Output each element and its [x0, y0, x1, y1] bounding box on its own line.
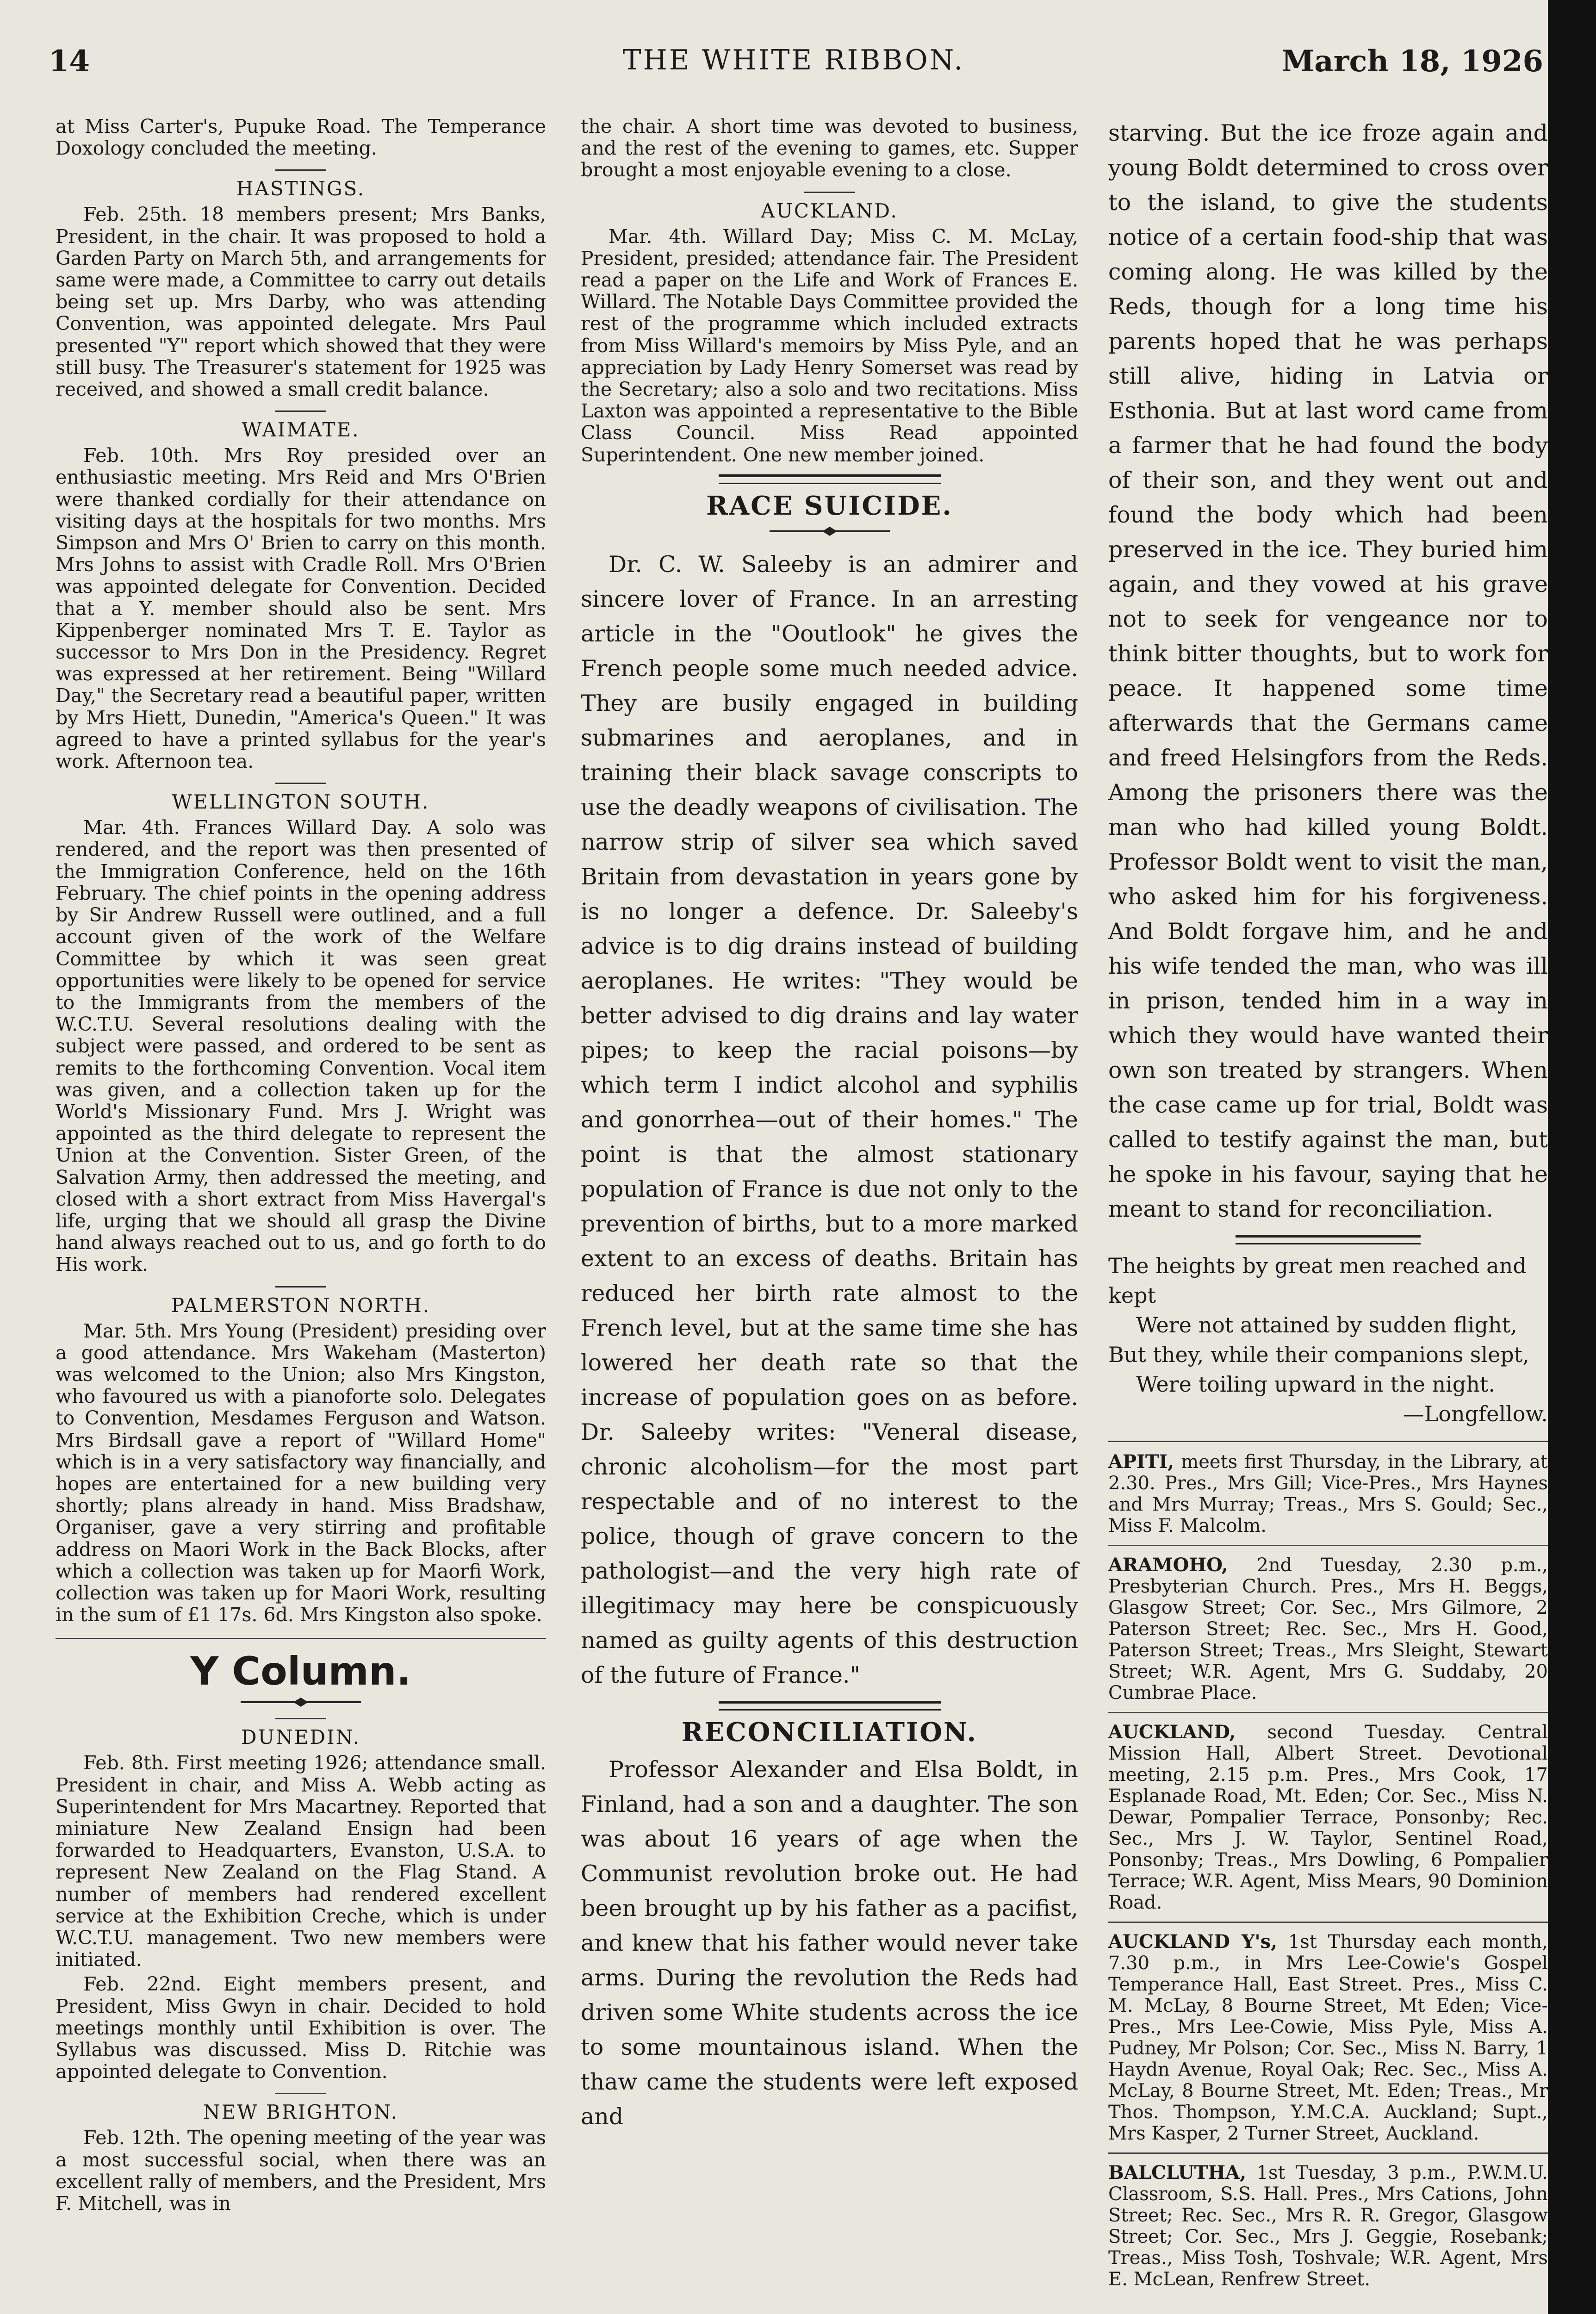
heavy-rule — [1236, 1235, 1421, 1244]
union-details: 1st Tuesday, 3 p.m., P.W.M.U. Classroom, S.S. Hall. Pres., Mrs Cations, John Street; Rec. Sec., Mrs R. R. Gregor, Glasgow Street; Cor. Sec., Mrs J. Geggie, Rosebank; Treas., Miss Tosh, Toshvale; W.R. Agent, Mrs E. McLean, Renfrew Street. — [1108, 2162, 1548, 2290]
column-2 — [581, 116, 1078, 2137]
y-column-heading: Y Column. — [190, 1648, 411, 1694]
poem-line: Were not attained by sudden flight, — [1136, 1313, 1517, 1337]
article-heading-race-suicide: RACE SUICIDE. — [706, 490, 953, 521]
union-details: 2nd Tuesday, 2.30 p.m., Presbyterian Church. Pres., Mrs H. Beggs, Glasgow Street; Cor. Sec., Mrs Gilmore, 2 Paterson Street; Rec. Sec., Mrs H. Good, Paterson Street; Treas., Mrs Sleight, Stewart Street; W.R. Agent, Mrs G. Suddaby, 20 Cumbrae Place. — [1108, 1555, 1548, 1704]
divider — [1108, 1441, 1548, 1442]
article-heading-reconciliation: RECONCILIATION. — [681, 1717, 978, 1748]
report-dunedin-1: Feb. 8th. First meeting 1926; attendance small. President in chair, and Miss A. Webb acting as Superintendent for Mrs Macartney. Reported that miniature New Zealand Ensign had been forwarded to Headquarters, Evanston, U.S.A. to represent New Zealand on the Flag Stand. A number of members had rendered excellent service at the Exhibition Creche, which is under W.C.T.U. management. Two new members were initiated. — [56, 1752, 546, 1971]
report-wellington-south: Mar. 4th. Frances Willard Day. A solo was rendered, and the report was then presented of the Immigration Conference, held on the 16th February. The chief points in the opening address by Sir Andrew Russell were outlined, and a full account given of the work of the Welfare Committee by which it was seen great opportunities were likely to be opened for service to the Immigrants from the members of the W.C.T.U. Several resolutions dealing with the subject were passed, and ordered to be sent as remits to the forthcoming Convention. Vocal item was given, and a collection taken up for the World's Missionary Fund. Mrs J. Wright was appointed as the third delegate to represent the Union at the Convention. Sister Green, of the Salvation Army, then addressed the meeting, and closed with a short extract from Miss Havergal's life, urging that we should all grasp the Divine hand always reached out to us, and go forth to do His work. — [56, 816, 546, 1276]
union-name: ARAMOHO, — [1108, 1554, 1228, 1576]
poem-longfellow — [1108, 1251, 1548, 1429]
section-heading-hastings: HASTINGS. — [56, 169, 546, 200]
poem-line: Were toiling upward in the night. — [1136, 1372, 1495, 1397]
report-dunedin-2: Feb. 22nd. Eight members present, and President, Miss Gwyn in chair. Decided to hold meetings monthly until Exhibition is over. The Syllabus was discussed. Miss D. Ritchie was appointed delegate to Convention. — [56, 1973, 546, 2083]
report-palmerston-north: Mar. 5th. Mrs Young (President) presiding over a good attendance. Mrs Wakeham (Masterton) was welcomed to the Union; also Mrs Kingston, who favoured us with a pianoforte solo. Delegates to Convention, Mesdames Ferguson and Watson. Mrs Birdsall gave a report of "Willard Home" which is in a very satisfactory way financially, and hopes are entertained for a new building very shortly; plans already in hand. Miss Bradshaw, Organiser, gave a very stirring and profitable address on Maori Work in the Back Blocks, after which a collection was taken up for Maorfi Work, collection was taken up for Maori Work, resulting in the sum of £1 17s. 6d. Mrs Kingston also spoke. — [56, 1319, 546, 1626]
union-details: 1st Thursday each month, 7.30 p.m., in Mrs Lee-Cowie's Gospel Temperance Hall, East Street. Pres., Miss C. M. McLay, 8 Bourne Street, Mt Eden; Vice-Pres., Mrs Lee-Cowie, Miss Pyle, Miss A. Pudney, Mr Polson; Cor. Sec., Miss N. Barry, 1 Haydn Avenue, Royal Oak; Rec. Sec., Miss A. McLay, 8 Bourne Street, Mt. Eden; Treas., Mr Thos. Thompson, Y.M.C.A. Auckland; Supt., Mrs Kasper, 2 Turner Street, Auckland. — [1108, 1931, 1548, 2144]
ornament-divider — [231, 1697, 370, 1708]
new-brighton-continued: the chair. A short time was devoted to business, and the rest of the evening to games, etc. Supper brought a most enjoyable evening to a close. — [581, 115, 1078, 181]
article-reconciliation-continued: starving. But the ice froze again and young Boldt determined to cross over to the island, to give the students notice of a certain food-ship that was coming along. He was killed by the Reds, though for a long time his parents hoped that he was perhaps still alive, hiding in Latvia or Esthonia. But at last word came from a farmer that he had found the body of their son, and they went out and found the body which had been preserved in the ice. They buried him again, and they vowed at his grave not to seek for vengeance nor to think bitter thoughts, but to work for peace. It happened some time afterwards that the Germans came and freed Helsingfors from the Reds. Among the prisoners there was the man who had killed young Boldt. Professor Boldt went to visit the man, who asked him for his forgiveness. And Boldt forgave him, and he and his wife tended the man, who was ill in prison, tended him in a way in which they would have wanted their own son treated by strangers. When the case came up for trial, Boldt was called to testify against the man, but he spoke in his favour, saying that he meant to stand for reconciliation. — [1108, 120, 1548, 1222]
report-hastings: Feb. 25th. 18 members present; Mrs Banks, President, in the chair. It was proposed to hold a Garden Party on March 5th, and arrangements for same were made, a Committee to carry out details being set up. Mrs Darby, who was attending Convention, was appointed delegate. Mrs Paul presented "Y" report which showed that they were still busy. The Treasurer's statement for 1925 was received, and showed a small credit balance. — [56, 203, 546, 401]
union-name: BALCLUTHA, — [1108, 2162, 1247, 2183]
page-number: 14 — [49, 44, 90, 79]
union-details: meets first Thursday, in the Library, at 2.30. Pres., Mrs Gill; Vice-Pres., Mrs Haynes and Mrs Murray; Treas., Mrs S. Gould; Sec., Miss F. Malcolm. — [1108, 1451, 1548, 1536]
heavy-rule — [719, 1701, 941, 1711]
issue-date: March 18, 1926 — [1281, 44, 1543, 79]
poem-attribution: —Longfellow. — [1403, 1401, 1548, 1426]
column-3 — [1108, 116, 1548, 2293]
section-heading-wellington-south: WELLINGTON SOUTH. — [56, 783, 546, 813]
report-new-brighton: Feb. 12th. The opening meeting of the year was a most successful social, when there was an excellent rally of members, and the President, Mrs F. Mitchell, was in — [56, 2127, 546, 2215]
union-name: AUCKLAND Y's, — [1108, 1931, 1278, 1953]
ornament-divider — [760, 526, 899, 537]
page-header — [44, 44, 1543, 86]
poem-line: The heights by great men reached and kept — [1108, 1253, 1527, 1308]
column-1 — [56, 116, 546, 2217]
section-heading-dunedin: DUNEDIN. — [56, 1718, 546, 1748]
divider — [1108, 1922, 1548, 1923]
heavy-rule — [719, 474, 941, 484]
section-heading-new-brighton: NEW BRIGHTON. — [56, 2093, 546, 2123]
section-heading-palmerston-north: PALMERSTON NORTH. — [56, 1286, 546, 1317]
divider — [56, 1638, 546, 1639]
masthead-title: THE WHITE RIBBON. — [622, 44, 965, 76]
directory-entry — [1108, 2162, 1548, 2290]
section-heading-auckland: AUCKLAND. — [581, 192, 1078, 222]
divider — [1108, 1545, 1548, 1546]
report-auckland: Mar. 4th. Willard Day; Miss C. M. McLay, President, presided; attendance fair. The President read a paper on the Life and Work of Frances E. Willard. The Notable Days Committee provided the rest of the programme which included extracts from Miss Willard's memoirs by Miss Pyle, and an appreciation by Lady Henry Somerset was read by the Secretary; also a solo and two recitations. Miss Laxton was appointed a representative to the Bible Class Council. Miss Read appointed Superintendent. One new member joined. — [581, 225, 1078, 466]
section-heading-waimate: WAIMATE. — [56, 411, 546, 441]
divider — [1108, 1712, 1548, 1713]
union-name: AUCKLAND, — [1108, 1721, 1236, 1743]
directory-entry — [1108, 1722, 1548, 1913]
article-race-suicide: Dr. C. W. Saleeby is an admirer and sincere lover of France. In an arresting article in the "Ooutlook" he gives the French people some much needed advice. They are busily engaged in building submarines and aeroplanes, and in training their black savage conscripts to use the deadly weapons of civilisation. The narrow strip of silver sea which saved Britain from devastation in years gone by is no longer a defence. Dr. Saleeby's advice is to dig drains instead of building aeroplanes. He writes: "They would be better advised to dig drains and lay water pipes; to keep the racial poisons—by which term I indict alcohol and syphilis and gonorrhea—out of their homes." The point is that the almost stationary population of France is due not only to the prevention of births, but to a more marked extent to an excess of deaths. Britain has reduced her birth rate almost to the French level, but at the same time she has lowered her death rate so that the increase of population goes on as before. Dr. Saleeby writes: "Veneral disease, chronic alcoholism—for the most part respectable and of no interest to the police, though of grave concern to the pathologist—and the very high rate of illegitimacy may here be conspicuously named as guilty agents of this destruction of the future of France." — [581, 551, 1078, 1688]
directory-entry — [1108, 1931, 1548, 2144]
poem-line: But they, while their companions slept, — [1108, 1342, 1529, 1367]
directory-entry — [1108, 1451, 1548, 1536]
intro-paragraph: at Miss Carter's, Pupuke Road. The Temperance Doxology concluded the meeting. — [56, 115, 546, 160]
page-edge-shadow — [1548, 0, 1596, 2314]
article-reconciliation: Professor Alexander and Elsa Boldt, in Finland, had a son and a daughter. The son was about 16 years of age when the Communist revolution broke out. He had been brought up by his father as a pacifist, and knew that his father would never take arms. During the revolution the Reds had driven some White students across the ice to some mountainous island. When the thaw came the students were left exposed and — [581, 1756, 1078, 2130]
divider — [1108, 2152, 1548, 2154]
union-details: second Tuesday. Central Mission Hall, Albert Street. Devotional meeting, 2.15 p.m. Pres., Mrs Cook, 17 Esplanade Road, Mt. Eden; Cor. Sec., Miss N. Dewar, Pompalier Terrace, Ponsonby; Rec. Sec., Mrs J. W. Taylor, Sentinel Road, Ponsonby; Treas., Mrs Dowling, 6 Pompalier Terrace; W.R. Agent, Miss Mears, 90 Dominion Road. — [1108, 1722, 1548, 1913]
union-name: APITI, — [1108, 1451, 1174, 1473]
directory-entry — [1108, 1555, 1548, 1704]
report-waimate: Feb. 10th. Mrs Roy presided over an enthusiastic meeting. Mrs Reid and Mrs O'Brien were thanked cordially for their attendance on visiting days at the hospitals for two months. Mrs Simpson and Mrs O' Brien to carry on this month. Mrs Johns to assist with Cradle Roll. Mrs O'Brien was appointed delegate for Convention. Decided that a Y. member should also be sent. Mrs Kippenberger nominated Mrs T. E. Taylor as successor to Mrs Don in the Presidency. Regret was expressed at her retirement. Being "Willard Day," the Secretary read a beautiful paper, written by Mrs Hiett, Dunedin, "America's Queen." It was agreed to have a printed syllabus for the year's work. Afternoon tea. — [56, 444, 546, 773]
